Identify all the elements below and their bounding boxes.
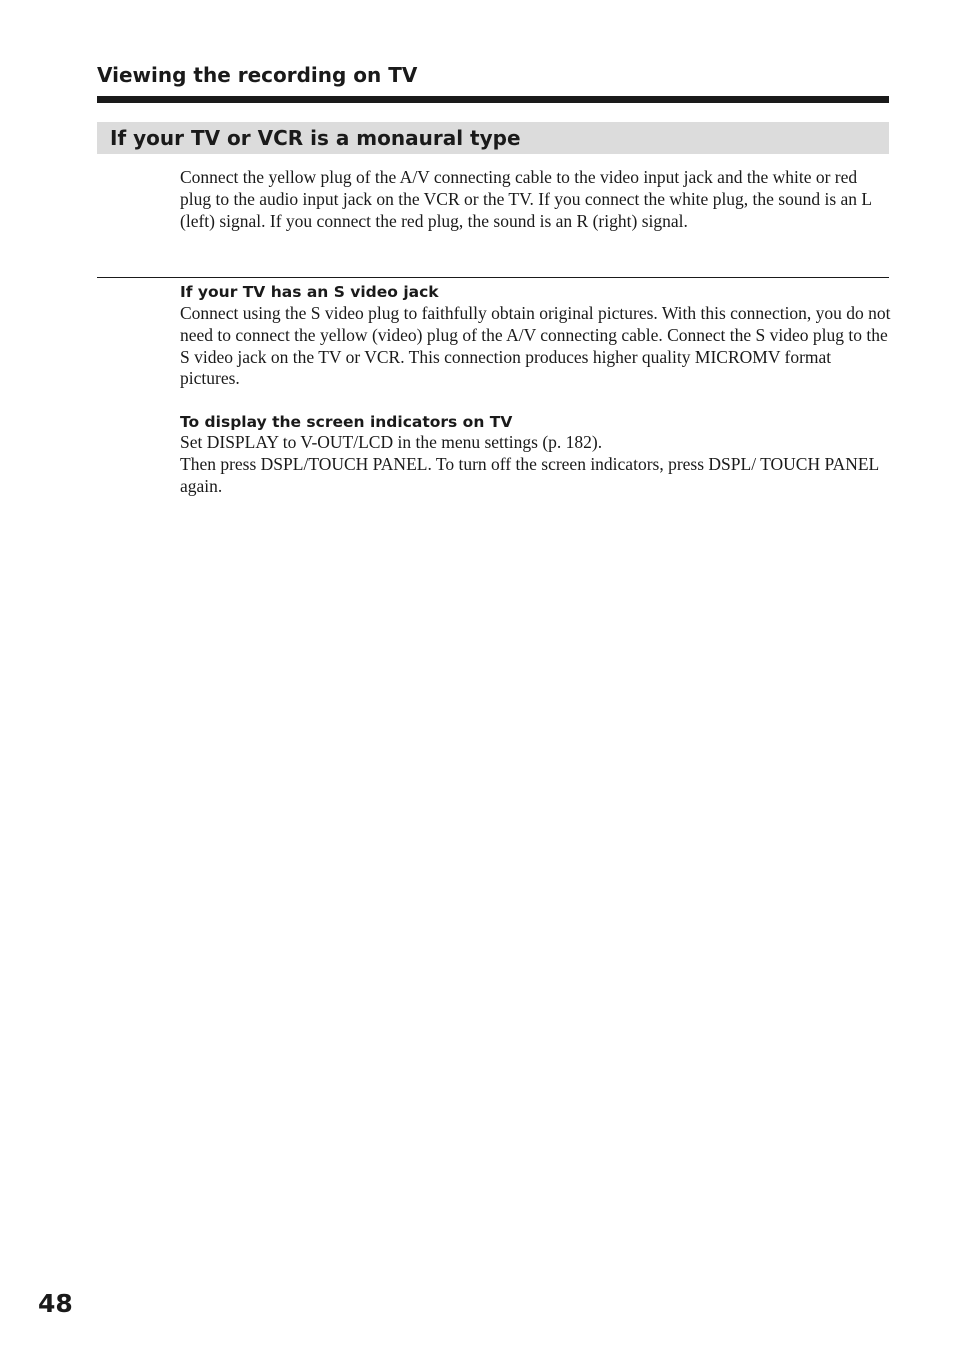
note-heading-s-video: If your TV has an S video jack	[180, 283, 439, 301]
section-header-bar	[97, 122, 889, 154]
note-line-dspl-touch-panel: Then press DSPL/TOUCH PANEL. To turn off the screen indicators, press DSPL/ TOUCH PANEL again.	[180, 454, 879, 496]
note-line-display-setting: Set DISPLAY to V-OUT/LCD in the menu settings (p. 182).	[180, 432, 603, 452]
notes-divider	[97, 277, 889, 278]
note-heading-screen-indicators: To display the screen indicators on TV	[180, 413, 513, 431]
chapter-rule	[97, 96, 889, 103]
page-number: 48	[38, 1289, 73, 1318]
section-title: If your TV or VCR is a monaural type	[110, 126, 521, 150]
chapter-title: Viewing the recording on TV	[97, 63, 418, 87]
section-body: Connect the yellow plug of the A/V connecting cable to the video input jack and the white or red plug to the audio input jack on the VCR or the TV. If you connect the white plug, the sound is an L (left) signal. If you connect the red plug, the sound is an R (right) signal.	[180, 167, 872, 231]
note-body-s-video: Connect using the S video plug to faithfully obtain original pictures. With this connection, you do not need to connect the yellow (video) plug of the A/V connecting cable. Connect the S video plug to the S video jack on the TV or VCR. This connection produces higher quality MICROMV format pictures.	[180, 303, 891, 389]
